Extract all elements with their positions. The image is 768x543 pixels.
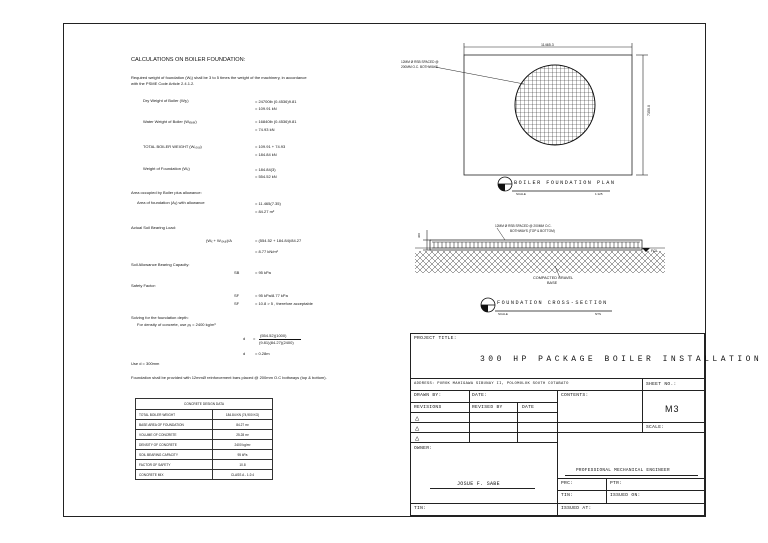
depth-heading: Solving for the foundation depth: <box>131 315 189 320</box>
use-depth: Use d = 300mm <box>131 361 160 366</box>
project-title: 300 HP PACKAGE BOILER INSTALLATION <box>480 355 763 364</box>
table-row: TOTAL BOILER WEIGHT 184.84 KN (74,900 KG) <box>136 410 273 420</box>
calc-intro-1: Required weight of foundation (Wₓ) shall be 3 to 5 times the weight of the machinery, in accordance <box>131 75 307 80</box>
section-fgl: FGL <box>651 249 658 253</box>
revision-triangle-3: △ <box>415 435 420 443</box>
soil-load-value-1: = (554.52 + 184.84)/84.27 <box>255 238 302 243</box>
table-row: DENSITY OF CONCRETE 2400 kg/m³ <box>136 440 273 450</box>
contents-label: CONTENTS: <box>561 393 589 398</box>
depth-numerator: (554.52)(1000) <box>260 333 287 338</box>
dry-weight-label: Dry Weight of Boiler (Wᵦᵣ) <box>143 98 189 103</box>
plan-rebar-note-1: 12MM Ø RSB SPACED @ <box>401 60 439 64</box>
ptr-label: PTR: <box>610 481 623 486</box>
dry-weight-value-2: = 109.91 kN <box>255 106 277 111</box>
section-dim: 300 <box>417 232 422 239</box>
revisions-label: REVISIONS <box>414 405 442 410</box>
total-weight-value-1: = 109.91 + 74.93 <box>255 144 286 149</box>
foundation-weight-label: Weight of Foundation (Wₓ) <box>143 166 190 171</box>
project-title-label: PROJECT TITLE: <box>414 336 457 341</box>
section-title: FOUNDATION CROSS-SECTION <box>497 300 608 306</box>
total-weight-value-2: = 184.84 kN <box>255 152 277 157</box>
soil-allowance-value: = 95 kPa <box>255 270 271 275</box>
owner-label: OWNER: <box>414 446 433 451</box>
sheet-no-label: SHEET NO.: <box>646 382 677 387</box>
drawn-by-label: DRAWN BY: <box>414 393 442 398</box>
plan-scale-label: SCALE <box>516 192 526 196</box>
section-rebar-note-2: BOTHWAYS (TOP & BOTTOM) <box>510 229 555 233</box>
total-weight-label: TOTAL BOILER WEIGHT (Wₜₒₜₐₗ) <box>143 144 202 149</box>
revision-triangle-1: △ <box>415 415 420 423</box>
sheet-number: M3 <box>665 404 680 414</box>
depth-value: = 0.28m <box>255 351 270 356</box>
water-weight-value-1: = 16840lb (0.4536)9.81 <box>255 119 297 124</box>
soil-allowance-symbol: SB <box>234 270 240 275</box>
depth-symbol-1: d <box>243 336 246 341</box>
table-row: CONCRETE MIX CLASS A - 1:2:4 <box>136 470 273 480</box>
calc-title: CALCULATIONS ON BOILER FOUNDATION: <box>131 57 246 63</box>
revision-triangle-2: △ <box>415 425 420 433</box>
rebar-ticks <box>434 242 638 248</box>
safety-factor-value-1: = 95 kPa/8.77 kPa <box>255 293 288 298</box>
tin-label: TIN: <box>561 493 574 498</box>
project-address: ADDRESS: PUROK MAHIGAWA SIBUNAY II, POLOMOLOK SOUTH COTABATO <box>414 382 569 386</box>
section-scale-label: SCALE <box>498 312 508 316</box>
owner-name: JOSUE F. SABE <box>457 481 500 487</box>
depth-density-line: For density of concrete, use ρₓ = 2400 kg/m³ <box>137 322 216 327</box>
plan-title: BOILER FOUNDATION PLAN <box>514 180 616 186</box>
section-rebar-note-1: 12MM Ø RSB SPACED @ 200MM O.C. <box>495 224 552 228</box>
section-scale-ratio: NTS <box>595 312 601 316</box>
plan-rebar-note-2: 200MM O.C. BOTHWAYS <box>401 65 438 69</box>
safety-factor-symbol-1: SF <box>234 293 240 298</box>
water-weight-label: Water Weight of Boiler (Wᵥₐₜₑᵣ) <box>143 119 197 124</box>
date-label-1: DATE: <box>472 393 488 398</box>
area-value-1: = 11.465(7.35) <box>255 201 281 206</box>
revised-by-label: REVISED BY <box>472 405 503 410</box>
area-heading: Area occupied by Boiler plus allowance: <box>131 190 202 195</box>
soil-load-heading: Actual Soil Bearing Load: <box>131 225 176 230</box>
prc-label: PRC: <box>561 481 574 486</box>
table-row: SOIL BEARING CAPACITY 95 kPa <box>136 450 273 460</box>
reinforcement-note: Foundation shall be provided with 12mmØ reinforcement bars placed @ 200mm O.C bothways (top & bottom). <box>131 375 327 380</box>
water-weight-value-2: = 74.93 kN <box>255 127 275 132</box>
issued-on-label: ISSUED ON: <box>610 493 641 498</box>
plan-dim-top: 11465.3 <box>541 43 554 47</box>
table-row: VOLUME OF CONCRETE 25.28 m³ <box>136 430 273 440</box>
soil-load-expression: (Wₓ + Wₜₒₜₐₗ)/A <box>206 238 232 243</box>
issued-at-label: ISSUED AT: <box>561 506 592 511</box>
soil-load-value-2: = 8.77 kN/m² <box>255 249 279 254</box>
calc-intro-2: with the PSME Code Article 2.4.1.2. <box>131 81 195 86</box>
depth-symbol-2: d <box>243 351 246 356</box>
foundation-weight-value-2: = 554.52 kN <box>255 174 277 179</box>
dry-weight-value-1: = 24700lb (0.4536)9.81 <box>255 99 297 104</box>
safety-factor-value-2: = 10.8 > 5 , therefore acceptable <box>255 301 313 306</box>
date-label-2: DATE <box>522 405 535 410</box>
tin-bottom-label: TIN: <box>414 506 427 511</box>
section-gravel-1: COMPACTED GRAVEL <box>533 276 574 280</box>
area-label: Area of foundation (Aₓ) with allowance <box>137 200 205 205</box>
table-header: CONCRETE DESIGN DATA <box>136 399 273 410</box>
depth-denominator: (9.81)(84.27)(2400) <box>259 340 294 345</box>
plan-scale-ratio: 1:125 <box>595 192 603 196</box>
safety-factor-symbol-2: SF <box>234 301 240 306</box>
plan-dim-right: 7350.0 <box>647 105 651 116</box>
area-value-2: = 84.27 m² <box>255 209 275 214</box>
safety-factor-heading: Safety Factor: <box>131 283 156 288</box>
scale-label: SCALE: <box>646 425 665 430</box>
foundation-weight-value-1: = 184.84(3) <box>255 167 276 172</box>
section-gravel-2: BASE <box>547 281 558 285</box>
engineer-label: PROFESSIONAL MECHANICAL ENGINEER <box>576 468 670 473</box>
table-row: FACTOR OF SAFETY 10.8 <box>136 460 273 470</box>
depth-equals: = <box>253 336 256 341</box>
table-row: BASE AREA OF FOUNDATION 84.27 m² <box>136 420 273 430</box>
soil-allowance-heading: Soil Allowance Bearing Capacity: <box>131 262 190 267</box>
